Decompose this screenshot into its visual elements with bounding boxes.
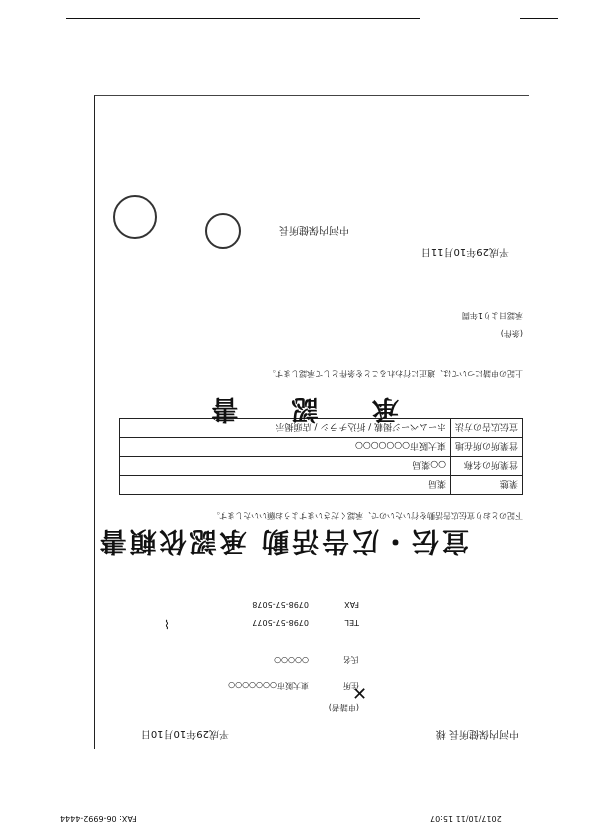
row-label: 業態 [450, 476, 522, 495]
table-row [120, 438, 523, 457]
fax-label: FAX [344, 600, 359, 609]
name-value: ○○○○○ [274, 656, 309, 665]
fax-footer-right: 2017/10/11 15:07 [430, 814, 502, 823]
name-label: 氏名 [343, 655, 359, 664]
row-label: 営業所の所在地 [450, 438, 522, 457]
table-row [120, 457, 523, 476]
approval-issuer: 中河内保健所長 [279, 224, 349, 235]
row-label: 営業所の名称 [450, 457, 522, 476]
address-value: 東大阪市○○○○○○○ [228, 681, 309, 690]
row-value: ○○薬局 [120, 457, 451, 476]
tel-value: 0798-57-5077 [252, 618, 309, 627]
approval-title: 承 認 書 [189, 393, 399, 424]
fax-footer-left: FAX: 06-6992-4444 [60, 814, 137, 823]
approval-condition: (条件) [500, 329, 523, 338]
tel-label: TEL [344, 618, 359, 627]
approval-note: 承認日より1年間 [461, 311, 523, 320]
row-value: 東大阪市○○○○○○○ [120, 438, 451, 457]
fax-page [94, 95, 529, 749]
top-rule [66, 18, 420, 19]
address-label: 住所 [343, 681, 359, 690]
top-rule-right [520, 18, 558, 19]
row-label: 宣伝広告の方法 [450, 419, 522, 438]
request-title: 宣伝・広告活動 承認依頼書 [96, 525, 469, 556]
table-row [120, 476, 523, 495]
applicant-label: (申請者) [328, 703, 359, 712]
official-seal [205, 213, 241, 249]
row-value: ホームページ掲載 / 折込チラシ / 店頭掲示 [120, 419, 451, 438]
fax-value: 0798-57-5078 [252, 600, 309, 609]
rotated-document [95, 96, 529, 749]
issuer-seal [113, 195, 157, 239]
request-date: 平成29年10月10日 [140, 728, 229, 739]
handwritten-mark: ⌇ [164, 618, 170, 632]
approval-date: 平成29年10月11日 [420, 246, 509, 257]
recipient: 中河内保健所長 様 [435, 728, 519, 739]
handwritten-check: ✕ [352, 684, 368, 705]
request-body: 下記のとおり宣伝広告活動を行いたいので、承認くださいますようお願いいたします。 [211, 511, 523, 520]
row-value: 薬局 [120, 476, 451, 495]
approval-body: 上記の申請については、適正に行われることを条件として承認します。 [267, 369, 523, 378]
